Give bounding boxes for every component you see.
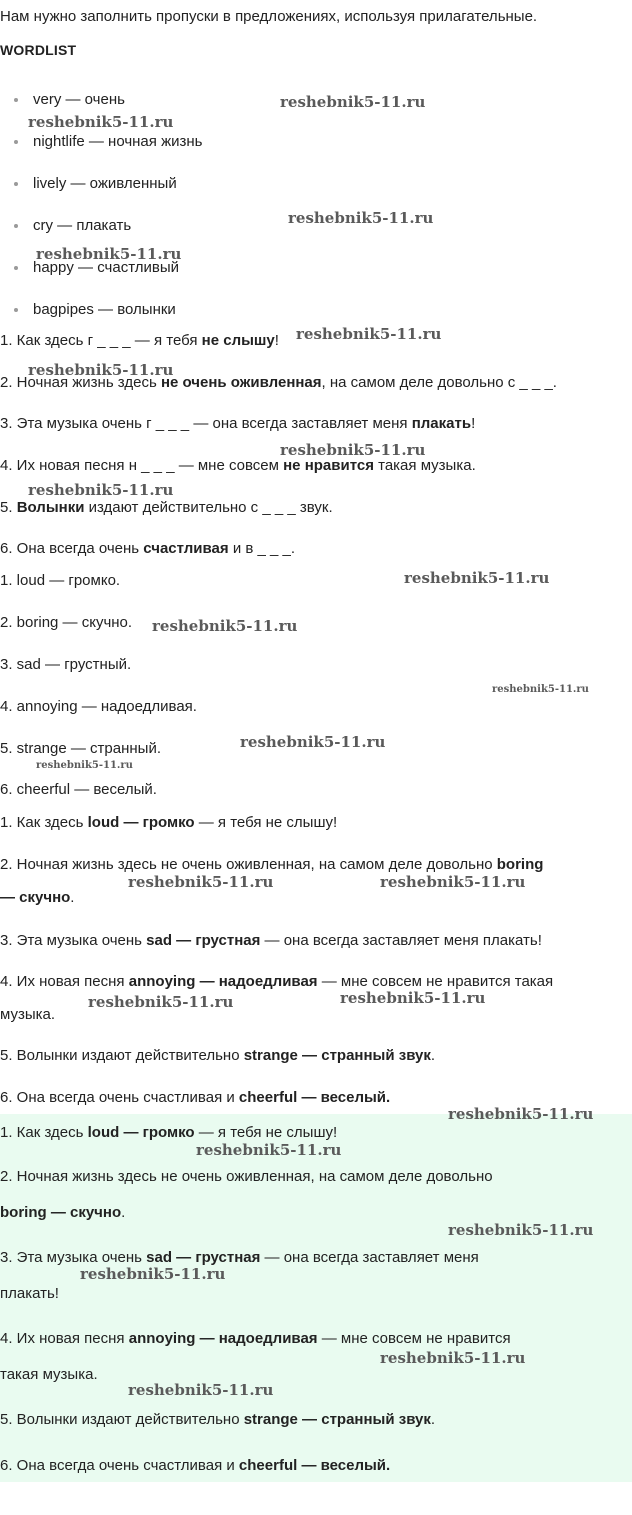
intro-text: Нам нужно заполнить пропуски в предложениях, используя прилагательные. <box>0 8 538 25</box>
answer-item: 5. strange — странный. <box>0 740 161 757</box>
watermark: reshebnik5-11.ru <box>28 481 174 499</box>
filled-sentence: 5. Волынки издают действительно strange — странный звук. <box>0 1047 436 1064</box>
watermark: reshebnik5-11.ru <box>28 361 174 379</box>
filled-sentence: 2. Ночная жизнь здесь не очень оживленная, на самом деле довольно boring <box>0 856 544 873</box>
final-sentence: 2. Ночная жизнь здесь не очень оживленная, на самом деле довольно <box>0 1168 493 1185</box>
watermark: reshebnik5-11.ru <box>28 113 174 131</box>
watermark: reshebnik5-11.ru <box>88 993 234 1011</box>
watermark: reshebnik5-11.ru <box>492 684 589 695</box>
watermark: reshebnik5-11.ru <box>448 1221 594 1239</box>
watermark: reshebnik5-11.ru <box>340 989 486 1007</box>
wordlist-item: very — очень <box>14 90 202 132</box>
final-sentence: 6. Она всегда очень счастливая и cheerful — веселый. <box>0 1457 391 1474</box>
wordlist-item: bagpipes — волынки <box>14 300 202 342</box>
watermark: reshebnik5-11.ru <box>280 441 426 459</box>
answer-item: 2. boring — скучно. <box>0 614 133 631</box>
watermark: reshebnik5-11.ru <box>404 569 550 587</box>
watermark: reshebnik5-11.ru <box>128 1381 274 1399</box>
final-sentence: 3. Эта музыка очень sad — грустная — она всегда заставляет меня <box>0 1249 479 1266</box>
filled-sentence-continuation: — скучно. <box>0 889 75 906</box>
watermark: reshebnik5-11.ru <box>296 325 442 343</box>
watermark: reshebnik5-11.ru <box>196 1141 342 1159</box>
task-sentence: 5. Волынки издают действительно с _ _ _ звук. <box>0 499 333 516</box>
final-sentence-continuation: плакать! <box>0 1285 59 1302</box>
watermark: reshebnik5-11.ru <box>240 733 386 751</box>
task-sentence: 6. Она всегда очень счастливая и в _ _ _. <box>0 540 296 557</box>
watermark: reshebnik5-11.ru <box>380 1349 526 1367</box>
task-sentence: 2. Ночная жизнь здесь не очень оживленная, на самом деле довольно с _ _ _. <box>0 374 557 391</box>
watermark: reshebnik5-11.ru <box>80 1265 226 1283</box>
wordlist-item: lively — оживленный <box>14 174 202 216</box>
wordlist-item: cry — плакать <box>14 216 202 258</box>
filled-sentence: 3. Эта музыка очень sad — грустная — она всегда заставляет меня плакать! <box>0 932 542 949</box>
watermark: reshebnik5-11.ru <box>448 1105 594 1123</box>
filled-sentence: 6. Она всегда очень счастливая и cheerful — веселый. <box>0 1089 391 1106</box>
wordlist-item: happy — счастливый <box>14 258 202 300</box>
task-sentence: 1. Как здесь г _ _ _ — я тебя не слышу! <box>0 332 279 349</box>
watermark: reshebnik5-11.ru <box>288 209 434 227</box>
watermark: reshebnik5-11.ru <box>128 873 274 891</box>
filled-sentence: 1. Как здесь loud — громко — я тебя не слышу! <box>0 814 338 831</box>
filled-sentence: 4. Их новая песня annoying — надоедливая — мне совсем не нравится такая <box>0 973 554 990</box>
answer-item: 4. annoying — надоедливая. <box>0 698 197 715</box>
final-sentence-continuation: такая музыка. <box>0 1366 98 1383</box>
final-sentence: 5. Волынки издают действительно strange — странный звук. <box>0 1411 436 1428</box>
watermark: reshebnik5-11.ru <box>36 245 182 263</box>
final-sentence: 1. Как здесь loud — громко — я тебя не слышу! <box>0 1124 338 1141</box>
answer-item: 3. sad — грустный. <box>0 656 132 673</box>
task-sentence: 4. Их новая песня н _ _ _ — мне совсем не нравится такая музыка. <box>0 457 476 474</box>
wordlist-item: nightlife — ночная жизнь <box>14 132 202 174</box>
watermark: reshebnik5-11.ru <box>380 873 526 891</box>
watermark: reshebnik5-11.ru <box>280 93 426 111</box>
wordlist-title: WORDLIST <box>0 42 77 58</box>
watermark: reshebnik5-11.ru <box>36 760 133 771</box>
task-sentence: 3. Эта музыка очень г _ _ _ — она всегда заставляет меня плакать! <box>0 415 476 432</box>
filled-sentence-continuation: музыка. <box>0 1006 56 1023</box>
watermark: reshebnik5-11.ru <box>152 617 298 635</box>
final-sentence: 4. Их новая песня annoying — надоедливая — мне совсем не нравится <box>0 1330 511 1347</box>
final-sentence-continuation: boring — скучно. <box>0 1204 126 1221</box>
answer-item: 6. cheerful — веселый. <box>0 781 157 798</box>
answer-item: 1. loud — громко. <box>0 572 121 589</box>
